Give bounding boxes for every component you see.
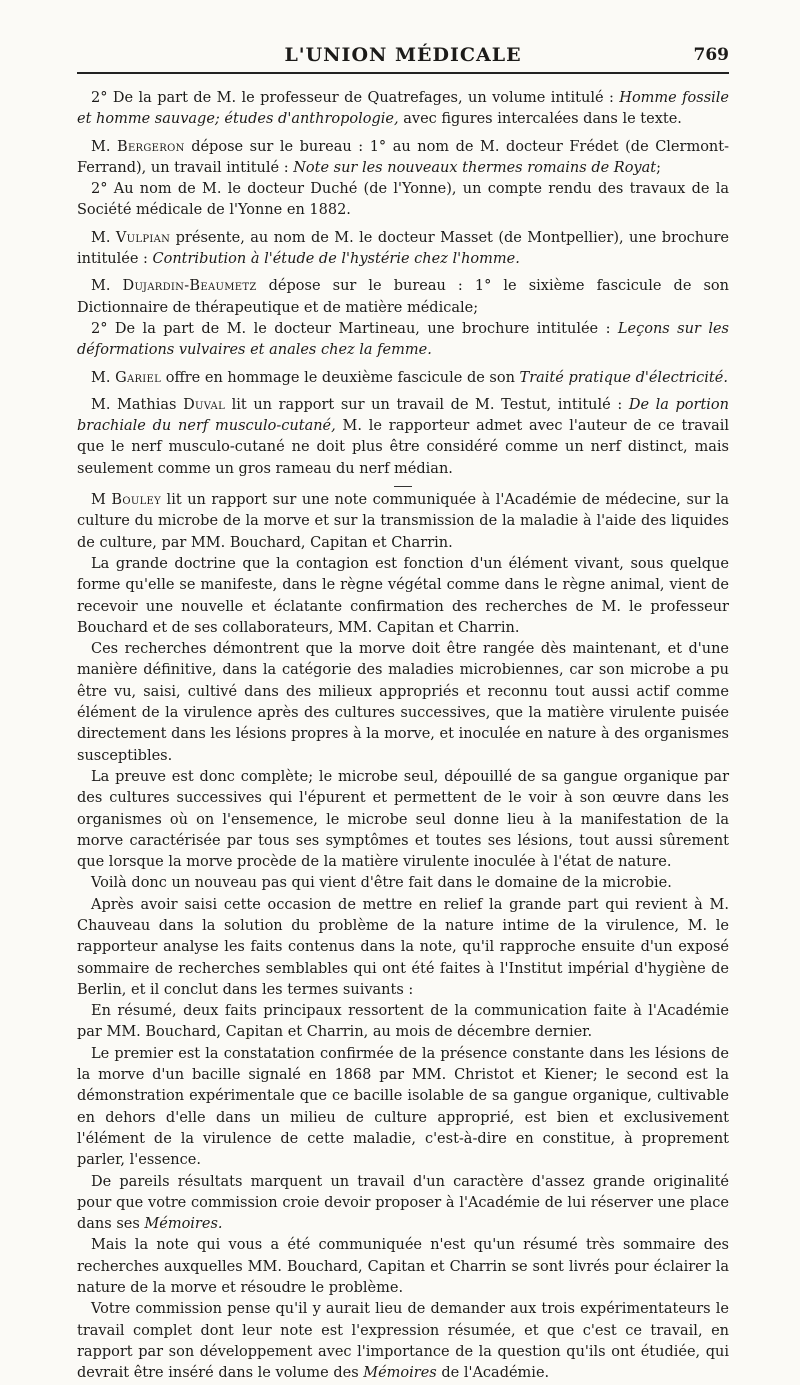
- running-title: L'UNION MÉDICALE: [284, 44, 522, 66]
- paragraph: [77, 1044, 729, 1172]
- paragraph: [77, 1172, 729, 1236]
- article-body: [77, 88, 729, 1385]
- paragraph: [77, 395, 729, 480]
- text-run: 2° Au nom de M. le docteur Duché (de l'Yonne), un compte rendu des travaux de la Société médicale de l'Yonne en 1882.: [77, 181, 729, 219]
- paragraph: [77, 639, 729, 767]
- text-run: lit un rapport sur un travail de M. Testut, intitulé :: [225, 396, 629, 413]
- person-name: Gariel: [115, 369, 162, 386]
- paragraph: [77, 319, 729, 362]
- paragraph: [77, 1001, 729, 1044]
- paragraph: [77, 276, 729, 319]
- text-run: M. Mathias: [91, 396, 184, 413]
- person-name: Duval: [183, 396, 226, 413]
- text-run: lit un rapport sur une note communiquée à l'Académie de médecine, sur la culture du microbe de la morve et sur la transmission de la maladie à l'aide des liquides de culture, par MM. Bouchard, Capitan et Charrin.: [77, 492, 729, 551]
- page-header: [77, 40, 729, 74]
- italic-title: Mémoires: [363, 1365, 437, 1382]
- paragraph: [77, 767, 729, 873]
- text-run: offre en hommage le deuxième fascicule de son: [161, 369, 520, 386]
- text-run: dépose sur le bureau : 1° au nom de M. docteur Frédet (de Clermont-Ferrand), un travail intitulé :: [77, 138, 729, 176]
- paragraph: [77, 88, 729, 131]
- text-run: Voilà donc un nouveau pas qui vient d'être fait dans le domaine de la microbie.: [91, 875, 672, 892]
- italic-title: Contribution à l'étude de l'hystérie chez l'homme.: [152, 251, 520, 268]
- text-run: La grande doctrine que la contagion est fonction d'un élément vivant, sous quelque forme qu'elle se manifeste, dans le règne végétal comme dans le règne animal, vient de recevoir une nouvelle et éclatante confirmation des recherches de M. le professeur Bouchard et de ses collaborateurs, MM. Capitan et Charrin.: [77, 555, 729, 636]
- text-run: Ces recherches démontrent que la morve doit être rangée dès maintenant, et d'une manière définitive, dans la catégorie des maladies microbiennes, car son microbe a pu être vu, saisi, cultivé dans des milieux appropriés et reconnu tout aussi actif comme élément de la virulence après des cultures successives, que la matière virulente puisée directement dans les lésions propres à la morve, et inoculée en nature à des organismes susceptibles.: [77, 641, 729, 764]
- person-name: Bouley: [111, 492, 162, 509]
- text-run: M: [91, 492, 112, 509]
- page-number: 769: [693, 45, 729, 65]
- paragraph: [77, 368, 729, 389]
- text-run: M.: [91, 369, 116, 386]
- text-run: M. le rapporteur admet avec l'auteur de ce travail que le nerf musculo-cutané ne doit plus être considéré comme un nerf distinct, mais seulement comme un gros rameau du nerf médian.: [77, 418, 730, 477]
- paragraph: [77, 490, 729, 554]
- text-run: de l'Académie.: [436, 1365, 550, 1382]
- person-name: Bergeron: [117, 138, 185, 155]
- text-run: En résumé, deux faits principaux ressortent de la communication faite à l'Académie par MM. Bouchard, Capitan et Charrin, au mois de décembre dernier.: [77, 1003, 729, 1041]
- text-run: Mais la note qui vous a été communiquée n'est qu'un résumé très sommaire des recherches auxquelles MM. Bouchard, Capitan et Charrin se sont livrés pour éclairer la nature de la morve et résoudre le problème.: [77, 1237, 729, 1297]
- text-run: présente, au nom de M. le docteur Masset (de Montpellier), une brochure intitulée :: [77, 229, 729, 268]
- paragraph: [77, 1299, 729, 1384]
- italic-title: De la portion brachiale du nerf musculo-cutané,: [77, 396, 730, 435]
- text-run: avec figures intercalées dans le texte.: [398, 111, 682, 128]
- italic-title: Traité pratique d'électricité.: [519, 369, 728, 386]
- paragraph: [77, 228, 729, 271]
- person-name: Dujardin-Beaumetz: [122, 278, 257, 295]
- person-name: Vulpian: [115, 229, 171, 246]
- text-run: M.: [91, 229, 116, 246]
- paragraph: [77, 137, 729, 180]
- italic-title: Homme fossile et homme sauvage; études d'anthropologie,: [77, 90, 730, 128]
- paragraph: [77, 179, 729, 222]
- text-run: Le premier est la constatation confirmée de la présence constante dans les lésions de la morve d'un bacille signalé en 1868 par MM. Christot et Kiener; le second est la démonstration expérimentale que ce bacille isolable de sa gangue organique, cultivable en dehors d'elle dans un milieu de culture approprié, est bien et exclusivement l'élément de la virulence de cette maladie, c'est-à-dire en constitue, à proprement parler, l'essence.: [77, 1045, 729, 1169]
- text-run: Après avoir saisi cette occasion de mettre en relief la grande part qui revient à M. Chauveau dans la solution du problème de la nature intime de la virulence, M. le rapporteur analyse les faits contenus dans la note, qu'il rapproche ensuite d'un exposé sommaire de recherches semblables qui ont été faites à l'Institut impérial d'hygiène de Berlin, et il conclut dans les termes suivants :: [77, 896, 729, 998]
- italic-title: Mémoires.: [144, 1216, 223, 1233]
- text-run: 2° De la part de M. le docteur Martineau, une brochure intitulée :: [91, 320, 618, 337]
- section-separator: [394, 486, 412, 487]
- text-run: 2° De la part de M. le professeur de Quatrefages, un volume intitulé :: [91, 90, 620, 106]
- italic-title: Leçons sur les déformations vulvaires et anales chez la femme.: [77, 320, 729, 359]
- text-run: M.: [91, 278, 123, 295]
- italic-title: Note sur les nouveaux thermes romains de Royat: [293, 159, 657, 176]
- text-run: ;: [656, 159, 661, 176]
- text-run: La preuve est donc complète; le microbe seul, dépouillé de sa gangue organique par des cultures successives qui l'épurent et permettent de le voir à son œuvre dans les organismes où on l'ensemence, le microbe seul donne lieu à la manifestation de la morve caractérisée par tous ses symptômes et toutes ses lésions, tout aussi sûrement que lorsque la morve procède de la matière virulente inoculée à l'état de nature.: [77, 768, 729, 871]
- paragraph: [77, 1235, 729, 1299]
- text-run: dépose sur le bureau : 1° le sixième fascicule de son Dictionnaire de thérapeutique et de matière médicale;: [77, 278, 729, 316]
- paragraph: [77, 554, 729, 639]
- text-run: Votre commission pense qu'il y aurait lieu de demander aux trois expérimentateurs le travail complet dont leur note est l'expression résumée, et que c'est ce travail, en rapport par son développement avec l'importance de la question qu'ils ont étudiée, qui devrait être inséré dans le volume des: [77, 1301, 729, 1382]
- text-run: M.: [91, 138, 117, 155]
- text-run: De pareils résultats marquent un travail d'un caractère d'assez grande originalité pour que votre commission croie devoir proposer à l'Académie de lui réserver une place dans ses: [77, 1173, 729, 1233]
- paragraph: [77, 873, 729, 894]
- paragraph: [77, 895, 729, 1001]
